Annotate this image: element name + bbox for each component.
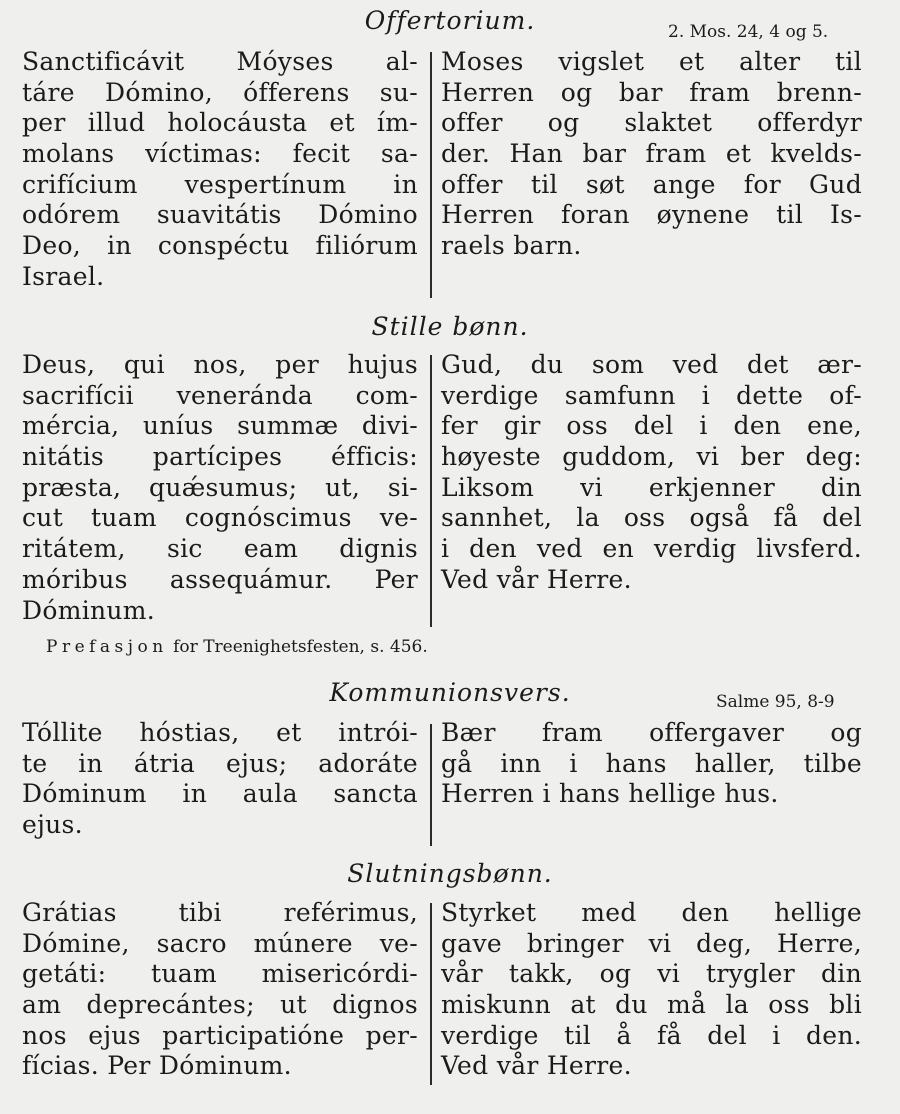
section-title-slutningsbonn: Slutningsbønn.: [347, 859, 553, 888]
preface-label: Prefasjon: [46, 637, 168, 657]
text-line: Dóminum.: [22, 595, 156, 625]
text-line: offer og slaktet offerdyr: [441, 108, 862, 138]
text-line: Deo, in conspéctu filiórum: [22, 231, 418, 261]
text-line: præsta, quǽsumus; ut, si-: [22, 472, 418, 502]
text-line: Gud, du som ved det ær-: [441, 350, 862, 379]
text-line: te in átria ejus; adoráte: [22, 748, 418, 778]
text-line: fícias. Per Dóminum.: [22, 1051, 292, 1081]
scripture-reference-offertorium: 2. Mos. 24, 4 og 5.: [668, 22, 829, 42]
text-line: Moses vigslet et alter til: [441, 47, 862, 76]
norwegian-text-kommunionsvers: [441, 718, 862, 810]
column-divider: [430, 52, 432, 298]
text-line: i den ved en verdig livsferd.: [441, 534, 862, 564]
text-line: raels barn.: [441, 231, 582, 261]
text-line: miskunn at du må la oss bli: [441, 990, 862, 1020]
text-line: mércia, uníus summæ divi-: [22, 411, 418, 441]
text-line: verdige samfunn i dette of-: [441, 380, 862, 410]
section-title-offertorium: Offertorium.: [364, 6, 536, 35]
section-title-kommunionsvers: Kommunionsvers.: [329, 678, 571, 707]
text-line: Ved vår Herre.: [441, 1051, 632, 1081]
text-line: sannhet, la oss også få del: [441, 503, 862, 533]
column-divider: [430, 724, 432, 846]
preface-note: [46, 636, 428, 658]
preface-reference: for Treenighetsfesten, s. 456.: [173, 637, 428, 657]
text-line: Herren og bar fram brenn-: [441, 77, 862, 107]
section-title-stille-bonn: Stille bønn.: [371, 312, 529, 341]
text-line: getáti: tuam misericórdi-: [22, 959, 418, 989]
text-line: táre Dómino, ófferens su-: [22, 77, 418, 107]
text-line: der. Han bar fram et kvelds-: [441, 139, 862, 169]
text-line: Bær fram offergaver og: [441, 718, 862, 747]
text-line: høyeste guddom, vi ber deg:: [441, 442, 862, 472]
norwegian-text-stille-bonn: [441, 350, 862, 596]
text-line: Israel.: [22, 261, 105, 291]
text-line: Deus, qui nos, per hujus: [22, 350, 418, 379]
text-line: ejus.: [22, 810, 83, 840]
text-line: sacrifícii veneránda com-: [22, 380, 418, 410]
norwegian-text-slutningsbonn: [441, 898, 862, 1082]
text-line: offer til søt ange for Gud: [441, 169, 862, 199]
norwegian-text-offertorium: [441, 47, 862, 262]
text-line: am deprecántes; ut dignos: [22, 990, 418, 1020]
text-line: cut tuam cognóscimus ve-: [22, 503, 418, 533]
text-line: nitátis partícipes éfficis:: [22, 442, 418, 472]
text-line: nos ejus participatióne per-: [22, 1020, 418, 1050]
text-line: fer gir oss del i den ene,: [441, 411, 862, 441]
text-line: Styrket med den hellige: [441, 898, 862, 927]
text-line: crifícium vespertínum in: [22, 169, 418, 199]
text-line: Dómine, sacro múnere ve-: [22, 928, 418, 958]
text-line: per illud holocáusta et ím-: [22, 108, 418, 138]
latin-text-stille-bonn: [22, 350, 418, 626]
text-line: vår takk, og vi trygler din: [441, 959, 862, 989]
latin-text-slutningsbonn: [22, 898, 418, 1082]
text-line: odórem suavitátis Dómino: [22, 200, 418, 230]
text-line: verdige til å få del i den.: [441, 1020, 862, 1050]
latin-text-offertorium: [22, 47, 418, 293]
text-line: molans víctimas: fecit sa-: [22, 139, 418, 169]
latin-text-kommunionsvers: [22, 718, 418, 841]
text-line: Herren i hans hellige hus.: [441, 779, 779, 809]
text-line: Dóminum in aula sancta: [22, 779, 418, 809]
text-line: gå inn i hans haller, tilbe: [441, 748, 862, 778]
text-line: gave bringer vi deg, Herre,: [441, 928, 862, 958]
text-line: Herren foran øynene til Is-: [441, 200, 862, 230]
text-line: Ved vår Herre.: [441, 564, 632, 594]
text-line: Tóllite hóstias, et intrói-: [22, 718, 418, 747]
text-line: móribus assequámur. Per: [22, 564, 418, 594]
column-divider: [430, 355, 432, 627]
text-line: Liksom vi erkjenner din: [441, 472, 862, 502]
text-line: ritátem, sic eam dignis: [22, 534, 418, 564]
column-divider: [430, 903, 432, 1085]
scripture-reference-kommunionsvers: Salme 95, 8-9: [716, 692, 835, 712]
text-line: Grátias tibi reférimus,: [22, 898, 418, 927]
text-line: Sanctificávit Móyses al-: [22, 47, 418, 76]
